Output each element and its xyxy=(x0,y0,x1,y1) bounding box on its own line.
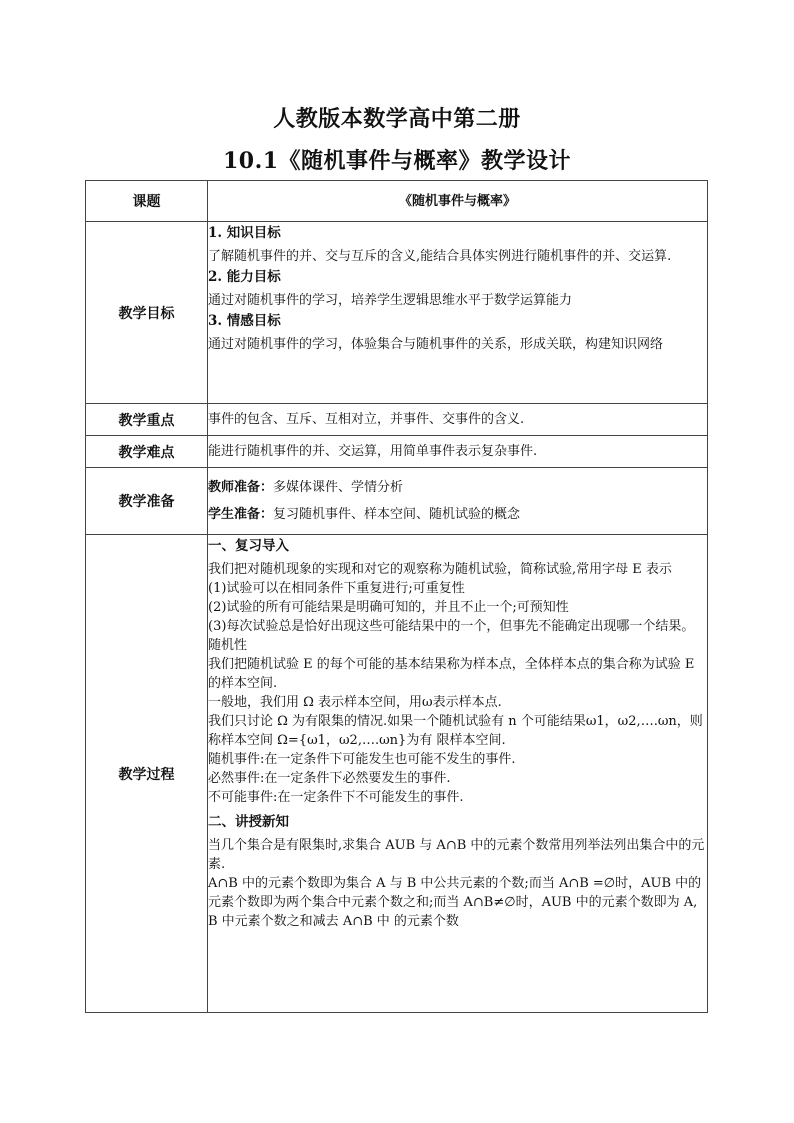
key-points-label: 教学重点 xyxy=(86,404,208,436)
new-knowledge-line: A∩B 中的元素个数即为集合 A 与 B 中公共元素的个数;而当 A∩B =∅时，AUB 中的元素个数即为两个集合中元素个数之和;而当 A∩B≠∅时，AUB 中的元素个数即为 A, B 中元素个数之和减去 A∩B 中 的元素个数 xyxy=(208,876,702,929)
section-new-knowledge-title: 二、讲授新知 xyxy=(208,814,289,830)
table-row-key-points xyxy=(86,404,708,436)
spacer xyxy=(208,807,707,811)
difficulties-value: 能进行随机事件的并、交运算，用简单事件表示复杂事件. xyxy=(208,436,708,468)
key-points-value: 事件的包含、互斥、互相对立，并事件、交事件的含义. xyxy=(208,404,708,436)
teacher-preparation-value: 多媒体课件、学情分析 xyxy=(273,480,404,495)
review-line: 我们把对随机现象的实现和对它的观察称为随机试验，简称试验,常用字母 E 表示 xyxy=(208,562,672,577)
student-preparation-label: 学生准备： xyxy=(208,507,274,522)
topic-value-text: 《随机事件与概率》 xyxy=(398,193,516,209)
goal-heading-emotion: 3. 情感目标 xyxy=(208,313,281,329)
document-subtitle: 10.1《随机事件与概率》教学设计 xyxy=(222,148,572,174)
review-line: (1)试验可以在相同条件下重复进行;可重复性 xyxy=(208,581,465,596)
topic-label: 课题 xyxy=(86,181,208,222)
topic-value xyxy=(208,181,708,222)
teacher-preparation-label: 教师准备： xyxy=(208,480,274,495)
student-preparation-value: 复习随机事件、样本空间、随机试验的概念 xyxy=(273,507,521,522)
new-knowledge-line: 当几个集合是有限集时,求集合 AUB 与 A∩B 中的元素个数常用列举法列出集合中的元素. xyxy=(208,838,705,872)
process-label: 教学过程 xyxy=(86,535,208,1013)
review-line: 我们只讨论 Ω 为有限集的情况.如果一个随机试验有 n 个可能结果ω1，ω2,….ωn，则称样本空间 Ω={ω1，ω2,….ωn}为有 限样本空间. xyxy=(208,714,703,748)
goals-label: 教学目标 xyxy=(86,222,208,404)
table-row-preparation xyxy=(86,468,708,535)
teacher-preparation xyxy=(208,478,707,497)
difficulties-label: 教学难点 xyxy=(86,436,208,468)
table-row-goals xyxy=(86,222,708,404)
review-line: 随机事件:在一定条件下可能发生也可能不发生的事件. xyxy=(208,752,516,767)
document-title: 人教版本数学高中第二册 xyxy=(273,106,521,132)
goal-heading-ability: 2. 能力目标 xyxy=(208,269,281,285)
process-content xyxy=(208,535,708,1013)
review-line: 我们把随机试验 E 的每个可能的基本结果称为样本点，全体样本点的集合称为试验 E 的样本空间. xyxy=(208,657,695,691)
table-row-topic xyxy=(86,181,708,222)
review-line: 不可能事件:在一定条件下不可能发生的事件. xyxy=(208,790,464,805)
review-line: (2)试验的所有可能结果是明确可知的，并且不止一个;可预知性 xyxy=(208,600,569,615)
table-row-process xyxy=(86,535,708,1013)
review-line: (3)每次试验总是恰好出现这些可能结果中的一个，但事先不能确定出现哪一个结果。随机性 xyxy=(208,619,695,653)
goal-text-knowledge: 了解随机事件的并、交与互斥的含义,能结合具体实例进行随机事件的并、交运算. xyxy=(208,249,672,264)
review-line: 一般地，我们用 Ω 表示样本空间，用ω表示样本点. xyxy=(208,695,502,710)
goals-content xyxy=(208,222,708,404)
preparation-label: 教学准备 xyxy=(86,468,208,535)
lesson-plan-table xyxy=(85,180,708,1013)
goal-text-ability: 通过对随机事件的学习，培养学生逻辑思维水平于数学运算能力 xyxy=(208,293,573,308)
goal-heading-knowledge: 1. 知识目标 xyxy=(208,225,281,241)
preparation-content xyxy=(208,468,708,535)
table-row-difficulties xyxy=(86,436,708,468)
student-preparation xyxy=(208,505,707,524)
section-review-title: 一、复习导入 xyxy=(208,538,289,554)
goal-text-emotion: 通过对随机事件的学习，体验集合与随机事件的关系，形成关联，构建知识网络 xyxy=(208,337,664,352)
review-line: 必然事件:在一定条件下必然要发生的事件. xyxy=(208,771,451,786)
